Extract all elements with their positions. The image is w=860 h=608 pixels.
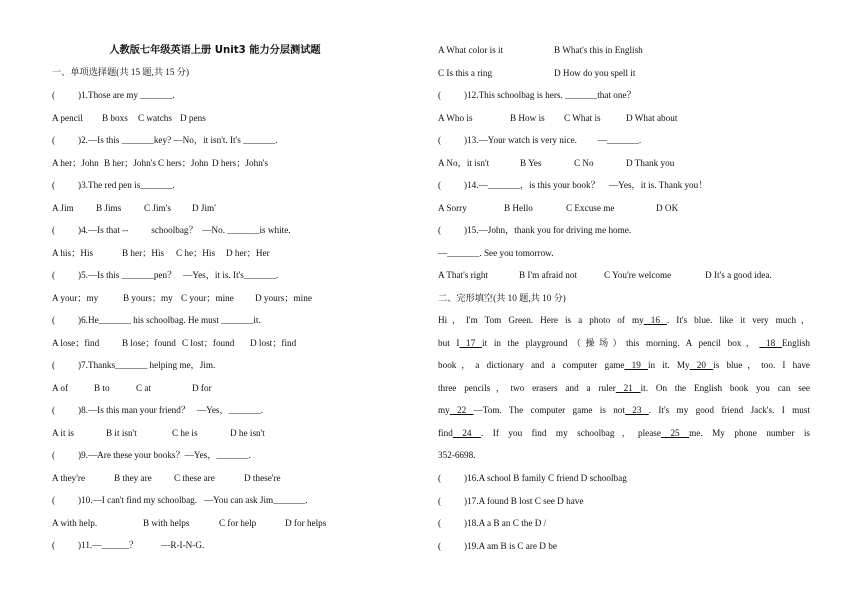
cloze-passage (438, 309, 810, 467)
blank-24: 24 (452, 427, 481, 438)
cloze-question-18: ( )18.A a B an C the D / (438, 518, 547, 528)
left-question-3: ( )3.The red pen is_______. (52, 180, 175, 190)
passage-text: but I (438, 337, 460, 348)
cloze-question-16: ( )16.A school B family C friend D schoolbag (438, 473, 627, 483)
passage-line-1 (438, 309, 810, 332)
option-a: A your；my (52, 292, 99, 303)
blank-22: 22 (449, 405, 474, 415)
option-a: A his；His (52, 247, 94, 258)
option-d: D her；Her (226, 247, 270, 258)
option-c: C your；mine (181, 292, 234, 303)
option-d: D hers；John's (212, 157, 269, 168)
option-c: C No (574, 157, 594, 168)
passage-text: —Tom. The computer game is not (473, 405, 625, 415)
option-b: B with helps (143, 517, 190, 528)
cloze-question-19: ( )19.A am B is C are D be (438, 540, 557, 551)
passage-text: me. My phone number is (689, 427, 811, 438)
option-d: D for (192, 382, 212, 393)
option-b: B they are (114, 472, 152, 483)
right-options-8 (438, 269, 795, 281)
left-options-5 (52, 292, 317, 304)
option-b: B How is (510, 112, 545, 123)
option-d: D these're (244, 472, 281, 483)
option-b: B lose；found (122, 337, 176, 348)
option-b: B yours；my (123, 292, 173, 303)
passage-line-7 (438, 444, 810, 467)
left-options-10 (52, 517, 345, 529)
option-b: B her；John's (104, 157, 156, 168)
right-question-3: ( )12.This schoolbag is hers. _______that one？ (438, 90, 636, 100)
passage-text: book，a dictionary and a computer game (438, 360, 625, 370)
option-d: D yours；mine (255, 292, 312, 303)
option-b: B Yes (520, 157, 542, 168)
option-c: C watchs (138, 112, 172, 123)
passage-text: find (438, 427, 453, 438)
blank-23: 23 (624, 405, 649, 415)
option-a: A her；John (52, 157, 99, 168)
passage-text: three pencils，two erasers and a ruler (438, 382, 616, 393)
option-b: B boxs (102, 112, 128, 123)
page-title: 人教版七年级英语上册 Unit3 能力分层测试题 (109, 45, 321, 56)
option-c: C You're welcome (604, 270, 672, 280)
passage-text: . If you find my schoolbag，please (480, 427, 661, 438)
left-options-1 (52, 112, 220, 124)
passage-text: it. On the English book you can see (640, 382, 811, 393)
left-options-9 (52, 472, 304, 484)
left-question-8: ( )8.—Is this man your friend？ —Yes，_______. (52, 405, 264, 415)
option-a: A they're (52, 472, 86, 483)
left-question-1: ( )1.Those are my _______. (52, 90, 175, 100)
left-question-4: ( )4.—Is that -- schoolbag？ —No. _______is white. (52, 225, 291, 235)
passage-text: English (781, 337, 810, 348)
option-a: C Is this a ring (438, 67, 493, 78)
passage-line-2 (438, 332, 810, 355)
option-c: C he；His (176, 247, 216, 258)
option-c: C for help (219, 517, 257, 528)
option-a: A No，it isn't (438, 157, 490, 168)
right-options-4 (438, 157, 696, 169)
passage-line-3 (438, 354, 810, 377)
option-b: B it isn't (106, 427, 137, 438)
left-options-2 (52, 157, 272, 169)
option-c: C What is (564, 112, 601, 123)
option-a: A Who is (438, 112, 473, 123)
option-c: C at (136, 382, 152, 393)
passage-text: . It's my good friend Jack's. I must (648, 405, 810, 415)
option-b: B her；His (122, 247, 165, 258)
left-question-11: ( )11.—______？ —R-I-N-G. (52, 540, 205, 550)
section-heading-cloze: 二、完形填空(共 10 题,共 10 分) (438, 293, 566, 303)
passage-text: . It's blue. like it very much， (666, 315, 811, 325)
option-a: A What color is it (438, 45, 504, 55)
option-a: A with help. (52, 517, 98, 528)
passage-text: my (438, 405, 450, 415)
option-a: A That's right (438, 270, 488, 280)
option-b: B I'm afraid not (519, 270, 578, 280)
left-question-9: ( )9.—Are these your books？—Yes，_______. (52, 450, 251, 460)
option-c: C Jim's (144, 202, 171, 213)
option-d: D Thank you (626, 157, 675, 168)
passage-line-4 (438, 377, 810, 400)
option-b: B to (94, 382, 110, 393)
blank-16: 16 (643, 315, 667, 325)
blank-19: 19 (624, 360, 648, 370)
option-a: A it is (52, 427, 74, 438)
option-a: A Jim (52, 202, 74, 213)
passage-text: it in the playground（操场）this morning. A pencil box， (482, 337, 760, 348)
left-question-5: ( )5.—Is this _______pen？ —Yes，it is. It's_______. (52, 270, 279, 280)
option-b: B Hello (504, 202, 533, 213)
option-d: D What about (626, 112, 678, 123)
cloze-question-17: ( )17.A found B lost C see D have (438, 495, 584, 506)
option-c: C hers；John (158, 157, 209, 168)
passage-line-5 (438, 399, 810, 422)
option-d: D lost；find (250, 337, 297, 348)
passage-line-6 (438, 422, 810, 445)
blank-18: 18 (759, 337, 782, 348)
option-b: B What's this in English (554, 45, 643, 55)
left-options-7 (52, 382, 232, 394)
left-question-10: ( )10.—I can't find my schoolbag. —You can ask Jim_______. (52, 495, 308, 505)
option-d: D It's a good idea. (705, 270, 772, 280)
right-question-4: ( )13.—Your watch is very nice. —_______. (438, 135, 642, 145)
right-options-3 (438, 112, 696, 124)
option-a: A pencil (52, 112, 83, 123)
option-b: B Jims (96, 202, 122, 213)
option-d: D Jim' (192, 202, 216, 213)
blank-21: 21 (615, 382, 641, 393)
left-options-8 (52, 427, 290, 439)
option-b: D How do you spell it (554, 67, 636, 78)
blank-17: 17 (459, 337, 483, 348)
right-options-2 (438, 67, 674, 79)
option-c: C lost；found (182, 337, 235, 348)
passage-text: in it. My (647, 360, 690, 370)
passage-text: 352-6698. (438, 450, 476, 460)
section-heading-single-choice: 一、单项选择题(共 15 题,共 15 分) (52, 67, 190, 77)
option-a: A lose；find (52, 337, 100, 348)
left-options-6 (52, 337, 310, 349)
left-question-6: ( )6.He_______ his schoolbag. He must _______it. (52, 315, 261, 325)
option-c: C these are (174, 472, 215, 483)
left-question-2: ( )2.—Is this _______key? —No，it isn't. It's _______. (52, 135, 278, 145)
right-options-5 (438, 202, 696, 214)
option-c: C he is (172, 427, 198, 438)
option-a: A of (52, 382, 69, 393)
right-options-1 (438, 44, 674, 56)
option-d: D OK (656, 202, 679, 213)
option-d: D for helps (285, 517, 327, 528)
left-options-4 (52, 247, 276, 259)
option-a: A Sorry (438, 202, 467, 213)
option-d: D he isn't (230, 427, 265, 438)
right-question-7: —_______. See you tomorrow. (438, 247, 554, 258)
blank-25: 25 (660, 427, 690, 438)
option-d: D pens (180, 112, 206, 123)
blank-20: 20 (689, 360, 714, 370)
right-question-5: ( )14.—_______，is this your book？ —Yes，it is. Thank you！ (438, 180, 708, 190)
passage-text: Hi，I'm Tom Green. Here is a photo of my (438, 315, 644, 325)
left-question-7: ( )7.Thanks_______ helping me，Jim. (52, 360, 216, 370)
option-c: C Excuse me (566, 202, 615, 213)
passage-text: is blue，too. I have (713, 360, 810, 370)
left-options-3 (52, 202, 232, 214)
right-question-6: ( )15.—John，thank you for driving me home. (438, 225, 632, 235)
